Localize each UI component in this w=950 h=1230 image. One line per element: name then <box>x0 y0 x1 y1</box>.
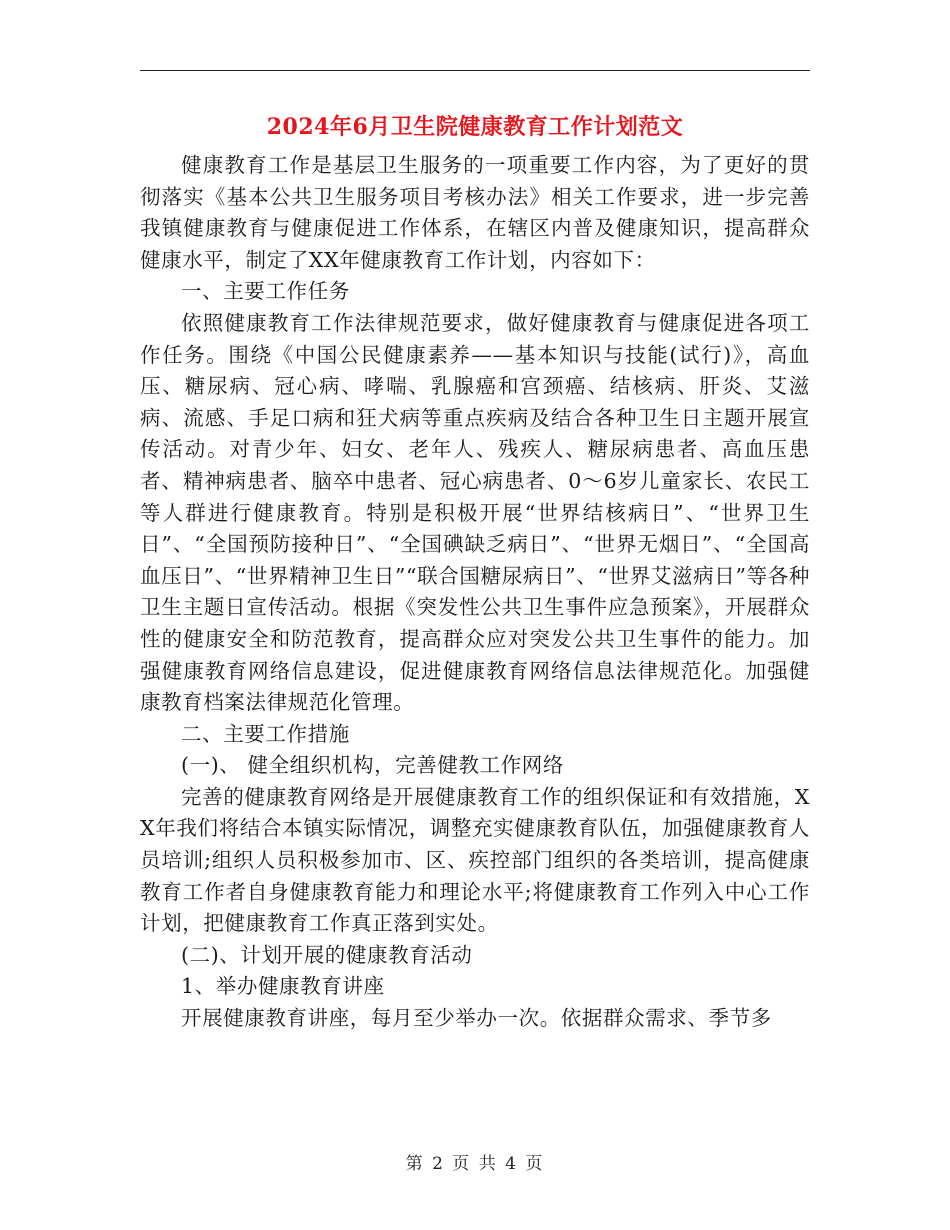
subsection-heading-organization: (一)、 健全组织机构，完善健教工作网络 <box>181 753 565 778</box>
page-number: 第 2 页 共 4 页 <box>405 1154 545 1174</box>
document-body <box>140 150 810 1035</box>
document-title: 2024年6月卫生院健康教育工作计划范文 <box>266 114 684 140</box>
section-heading-main-measures: 二、主要工作措施 <box>181 721 350 746</box>
item-heading-lectures: 1、举办健康教育讲座 <box>181 974 385 999</box>
intro-paragraph: 健康教育工作是基层卫生服务的一项重要工作内容，为了更好的贯彻落实《基本公共卫生服务项目考核办法》相关工作要求，进一步完善我镇健康教育与健康促进工作体系，在辖区内普及健康知识，提高群众健康水平，制定了XX年健康教育工作计划，内容如下： <box>140 153 810 272</box>
main-tasks-paragraph: 依照健康教育工作法律规范要求，做好健康教育与健康促进各项工作任务。围绕《中国公民健康素养——基本知识与技能(试行)》，高血压、糖尿病、冠心病、哮喘、乳腺癌和宫颈癌、结核病、肝炎、艾滋病、流感、手足口病和狂犬病等重点疾病及结合各种卫生日主题开展宣传活动。对青少年、妇女、老年人、残疾人、糖尿病患者、高血压患者、精神病患者、脑卒中患者、冠心病患者、0～6岁儿童家长、农民工等人群进行健康教育。特别是积极开展“世界结核病日”、“世界卫生日”、“全国预防接种日”、“全国碘缺乏病日”、“世界无烟日”、“全国高血压日”、“世界精神卫生日”“联合国糖尿病日”、“世界艾滋病日”等各种卫生主题日宣传活动。根据《突发性公共卫生事件应急预案》，开展群众性的健康安全和防范教育，提高群众应对突发公共卫生事件的能力。加强健康教育网络信息建设，促进健康教育网络信息法律规范化。加强健康教育档案法律规范化管理。 <box>140 310 810 715</box>
subsection-heading-activities: (二)、计划开展的健康教育活动 <box>181 942 473 967</box>
lectures-paragraph: 开展健康教育讲座，每月至少举办一次。依据群众需求、季节多 <box>181 1006 772 1031</box>
header-rule <box>140 70 810 71</box>
section-heading-main-tasks: 一、主要工作任务 <box>181 279 350 304</box>
organization-paragraph: 完善的健康教育网络是开展健康教育工作的组织保证和有效措施，XX年我们将结合本镇实际情况，调整充实健康教育队伍，加强健康教育人员培训;组织人员积极参加市、区、疾控部门组织的各类培训，提高健康教育工作者自身健康教育能力和理论水平;将健康教育工作列入中心工作计划，把健康教育工作真正落到实处。 <box>140 784 810 936</box>
